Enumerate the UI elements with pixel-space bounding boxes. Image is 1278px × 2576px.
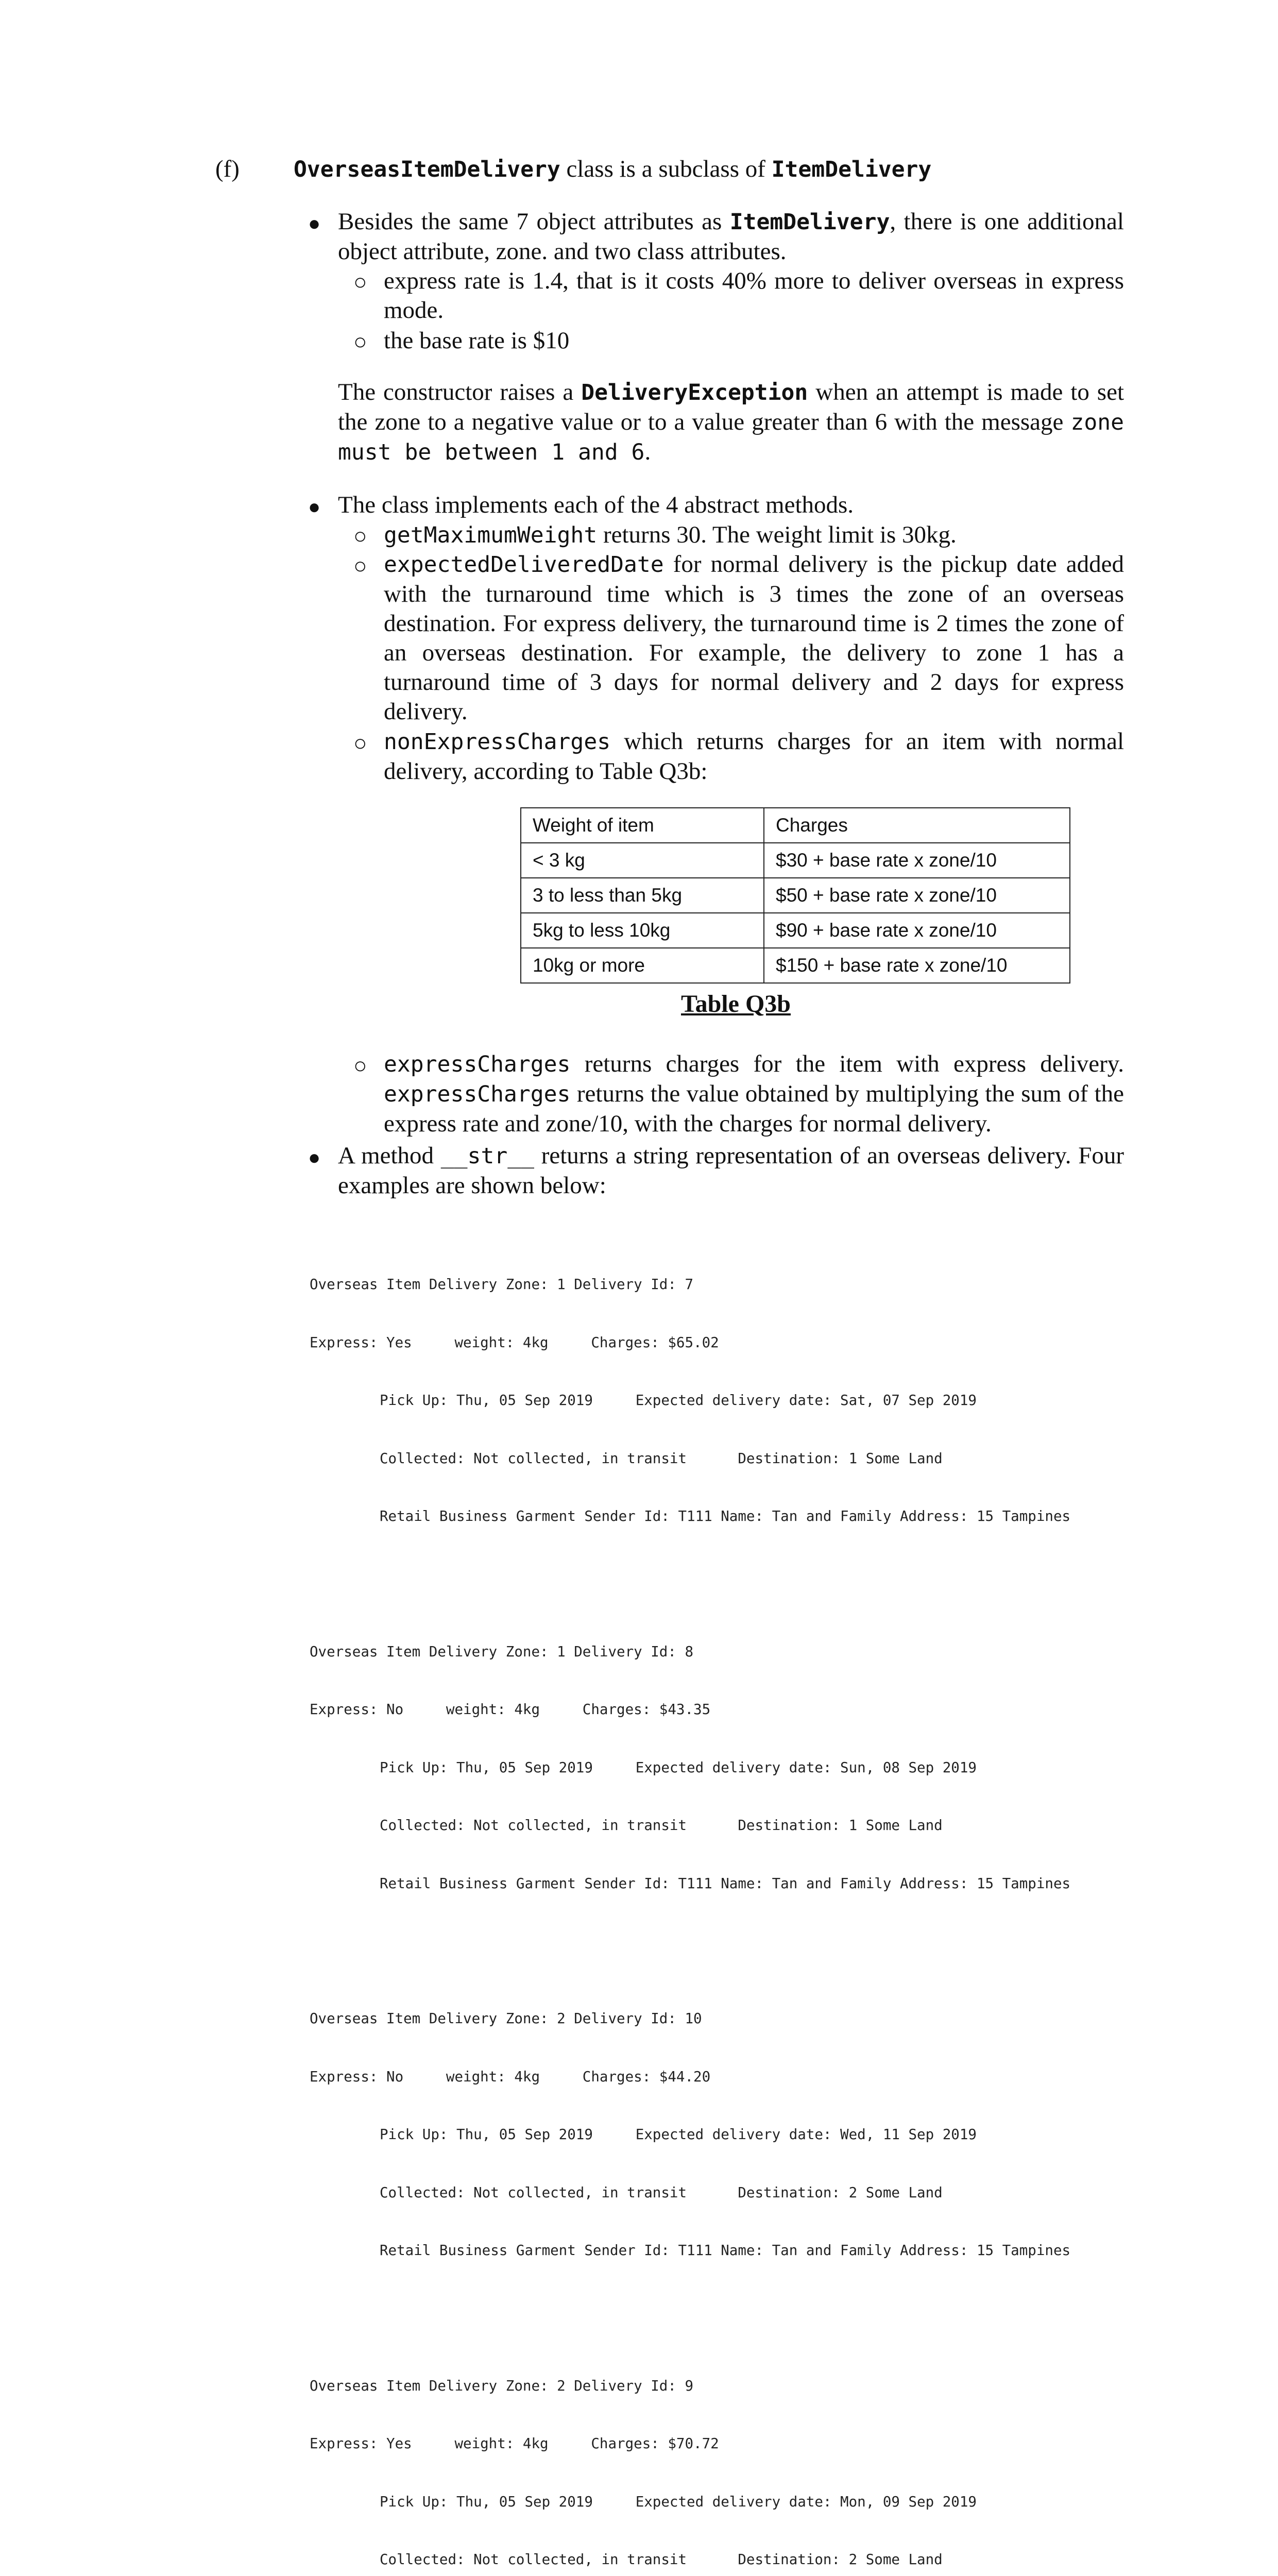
bullet-1-text: Besides the same 7 object attributes as ItemDelivery, there is one additional object attribute, zone. and two class attributes. [338, 207, 1124, 266]
table-row [521, 878, 1070, 913]
table-cell: $50 + base rate x zone/10 [764, 878, 1070, 913]
table-row [521, 843, 1070, 878]
str-code: __str__ [441, 1143, 534, 1169]
sub-bullet-4-icon: ○ [353, 551, 367, 581]
charges-table [520, 807, 1070, 984]
bullet-2-text: The class implements each of the 4 abstract methods. [338, 490, 854, 520]
express-charges-code: expressCharges [384, 1052, 570, 1077]
table-cell: $30 + base rate x zone/10 [764, 843, 1070, 878]
section-label: (f) [215, 155, 240, 184]
express-charges-code-2: expressCharges [384, 1081, 570, 1107]
non-express-charges-text: nonExpressCharges which returns charges for an item with normal delivery, according to Table Q3b: [384, 727, 1124, 786]
table-header-cell: Charges [764, 808, 1070, 843]
exception-code: DeliveryException [581, 380, 808, 405]
table-cell: 10kg or more [521, 948, 764, 983]
sub-bullet-5-icon: ○ [353, 728, 367, 758]
section-heading [294, 155, 931, 184]
output-block: Overseas Item Delivery Zone: 1 Delivery Id: 7 Express: Yes weight: 4kg Charges: $65.02 Pick Up: Thu, 05 Sep 2019 Expected delivery date: Sat, 07 Sep 2019 Collected: Not collected, in transit Destination: 1 Some Land Retail Business Garment Sender Id: T111 Name: Tan and Family Address: 15 Tampines [310, 1236, 1185, 1565]
sub-bullet-2-icon: ○ [353, 327, 367, 357]
constructor-paragraph: The constructor raises a DeliveryException when an attempt is made to set the zone to a negative value or to a value greater than 6 with the message zone must be between 1 and 6. [338, 378, 1124, 467]
table-caption: Table Q3b [681, 989, 791, 1019]
class-name: OverseasItemDelivery [294, 157, 560, 182]
table-cell: < 3 kg [521, 843, 764, 878]
output-block: Overseas Item Delivery Zone: 2 Delivery Id: 9 Express: Yes weight: 4kg Charges: $70.72 Pick Up: Thu, 05 Sep 2019 Expected delivery date: Mon, 09 Sep 2019 Collected: Not collected, in transit Destination: 2 Some Land [310, 2338, 1185, 2576]
sub-bullet-3-icon: ○ [353, 521, 367, 551]
output-block: Overseas Item Delivery Zone: 1 Delivery Id: 8 Express: No weight: 4kg Charges: $43.35 Pick Up: Thu, 05 Sep 2019 Expected delivery date: Sun, 08 Sep 2019 Collected: Not collected, in transit Destination: 1 Some Land Retail Business Garment Sender Id: T111 Name: Tan and Family Address: 15 Tampines [310, 1604, 1185, 1933]
expected-date-text: expectedDeliveredDate for normal delivery is the pickup date added with the turnaround time which is 3 times the zone of an overseas destination. For express delivery, the turnaround time is 2 times the zone of an overseas destination. For example, the delivery to zone 1 has a turnaround time of 3 days for normal delivery and 2 days for express delivery. [384, 550, 1124, 726]
bullet-2-icon: ● [308, 492, 320, 521]
bullet-3-icon: ● [308, 1143, 320, 1172]
sub-bullet-1-icon: ○ [353, 267, 367, 297]
output-block: Overseas Item Delivery Zone: 2 Delivery Id: 10 Express: No weight: 4kg Charges: $44.20 Pick Up: Thu, 05 Sep 2019 Expected delivery date: Wed, 11 Sep 2019 Collected: Not collected, in transit Destination: 2 Some Land Retail Business Garment Sender Id: T111 Name: Tan and Family Address: 15 Tampines [310, 1971, 1185, 2299]
non-express-charges-code: nonExpressCharges [384, 729, 610, 755]
table-cell: 3 to less than 5kg [521, 878, 764, 913]
bullet-1-icon: ● [308, 209, 320, 238]
table-cell: $150 + base rate x zone/10 [764, 948, 1070, 983]
itemdelivery-code: ItemDelivery [730, 209, 890, 235]
get-max-weight-text: getMaximumWeight returns 30. The weight limit is 30kg. [384, 520, 1124, 550]
heading-mid-text: class is a subclass of [560, 156, 772, 182]
express-rate-text: express rate is 1.4, that is it costs 40% more to deliver overseas in express mode. [384, 266, 1124, 325]
table-cell: $90 + base rate x zone/10 [764, 913, 1070, 948]
expected-date-code: expectedDeliveredDate [384, 552, 664, 578]
str-method-text: A method __str__ returns a string representation of an overseas delivery. Four examples are shown below: [338, 1141, 1124, 1200]
get-max-weight-code: getMaximumWeight [384, 522, 597, 548]
base-rate-text: the base rate is $10 [384, 326, 569, 355]
table-row [521, 948, 1070, 983]
table-row [521, 913, 1070, 948]
exception-message-code: zone must be between 1 and 6 [338, 410, 1124, 465]
sub-bullet-6-icon: ○ [353, 1051, 367, 1080]
express-charges-text: expressCharges returns charges for the item with express delivery. expressCharges returns the value obtained by multiplying the sum of the express rate and zone/10, with the charges for normal delivery. [384, 1049, 1124, 1139]
table-cell: 5kg to less 10kg [521, 913, 764, 948]
table-header-cell: Weight of item [521, 808, 764, 843]
table-header-row [521, 808, 1070, 843]
output-examples [310, 1198, 1185, 2576]
parent-class-name: ItemDelivery [772, 157, 932, 182]
